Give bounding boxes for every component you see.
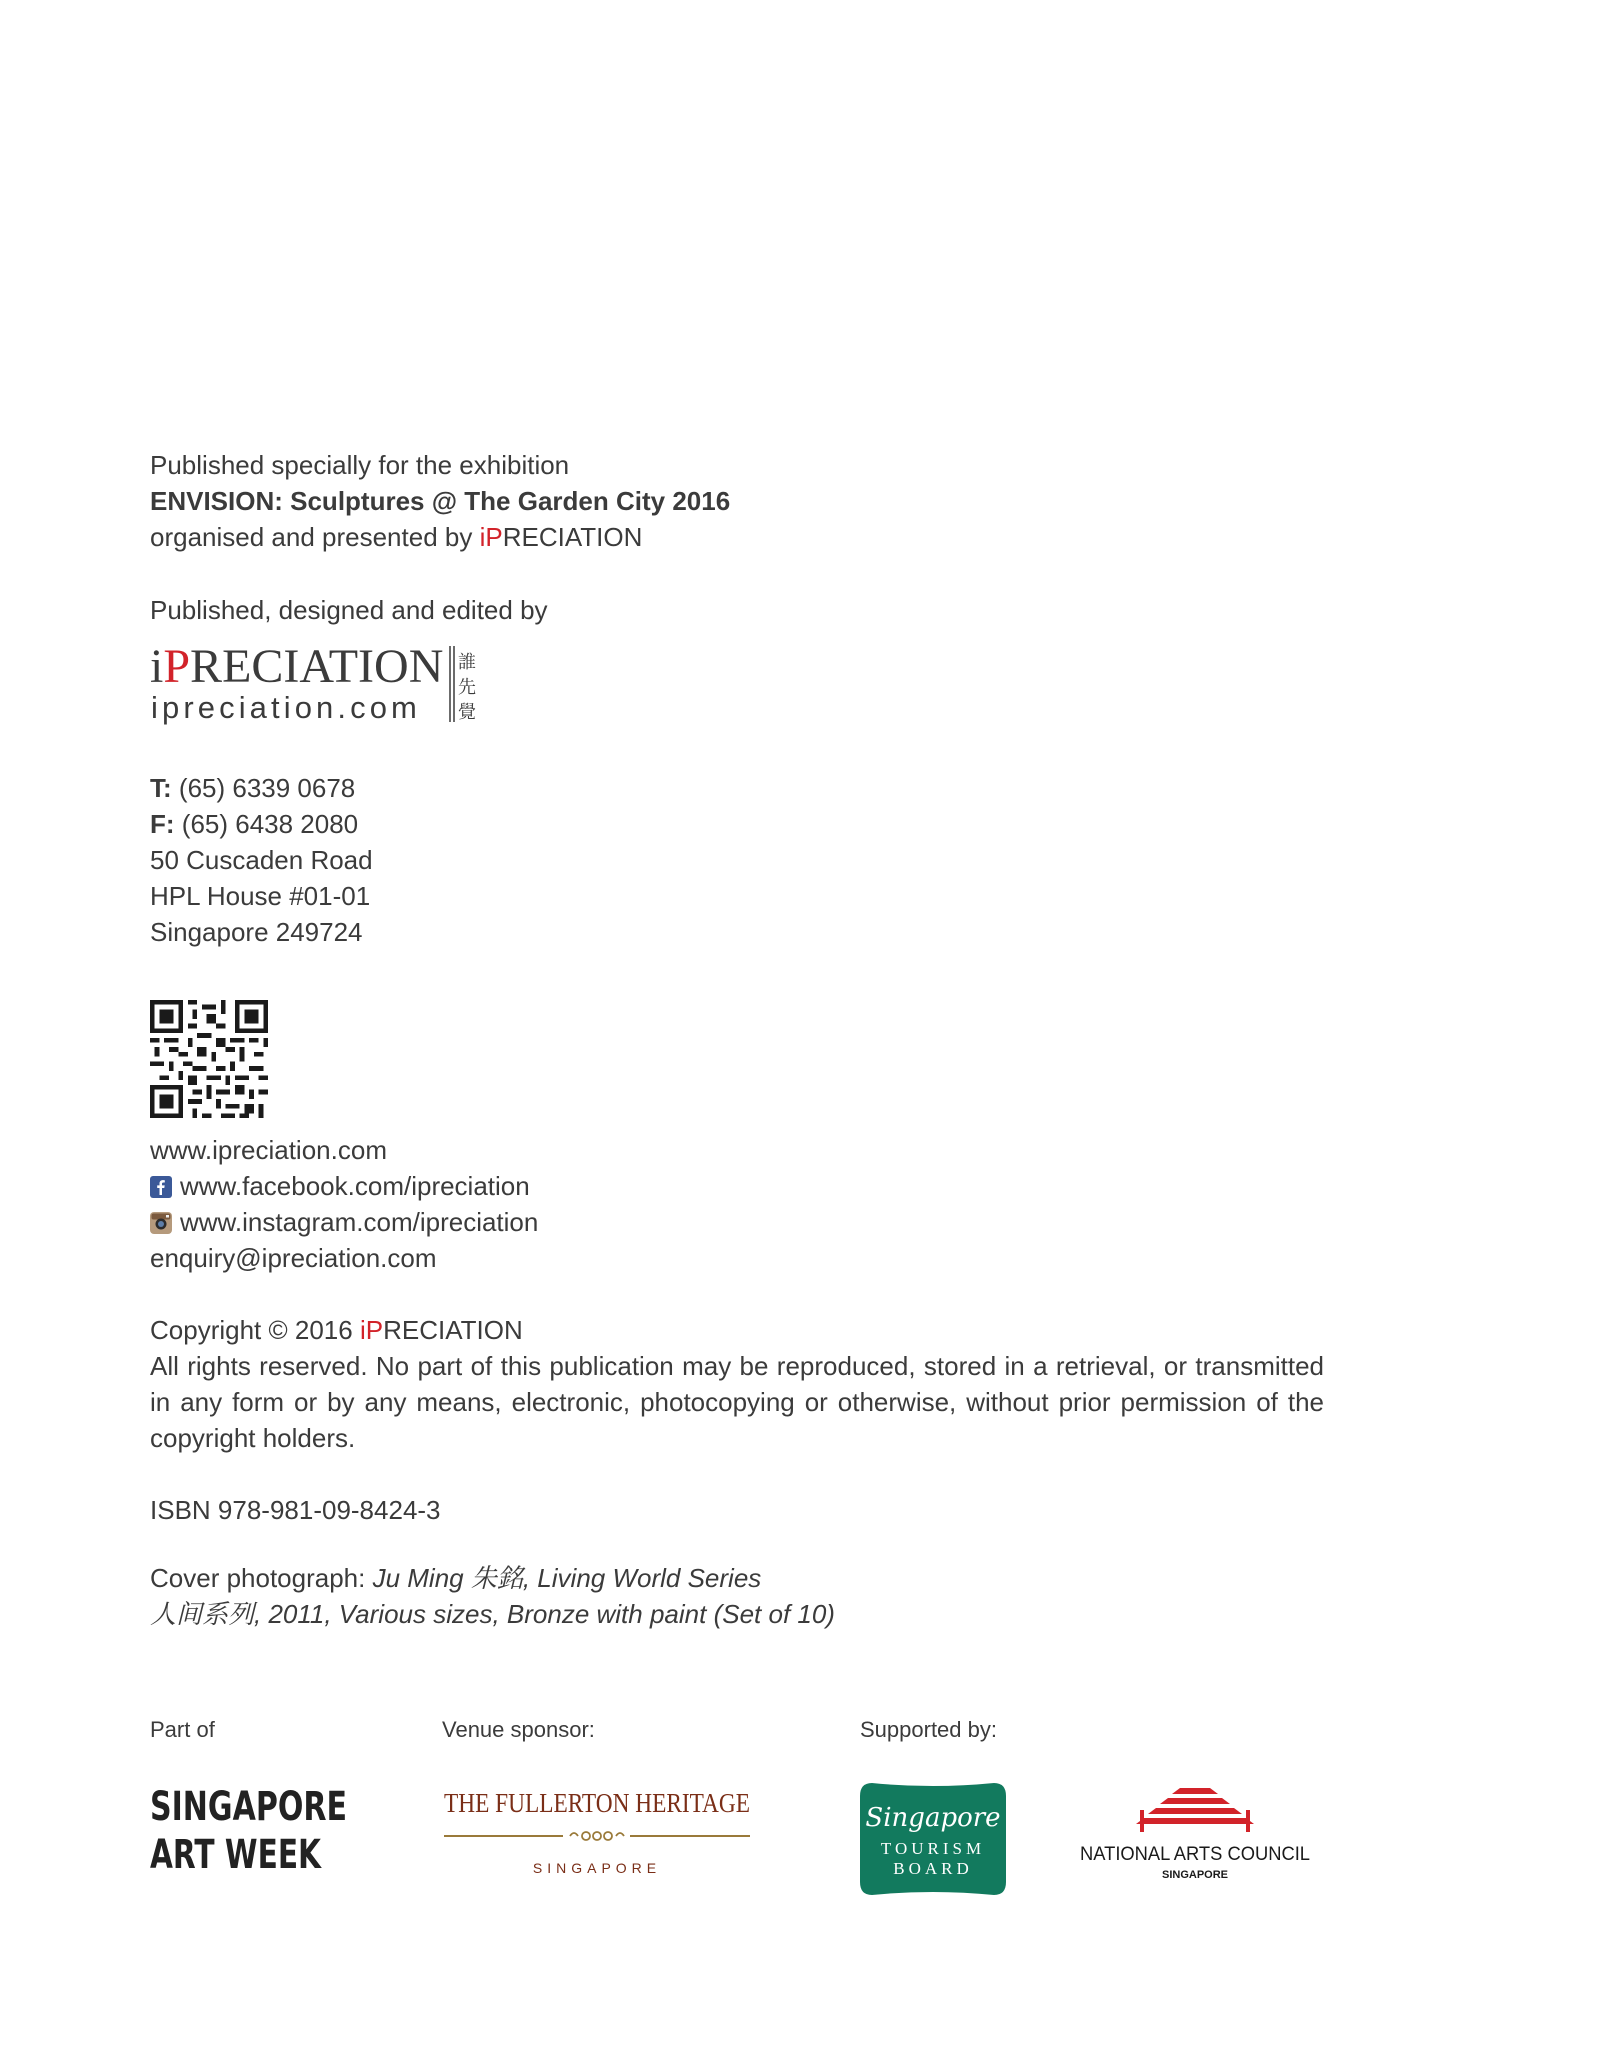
links-block: [150, 1132, 538, 1276]
phone-label: T:: [150, 773, 172, 803]
cover-label: Cover photograph:: [150, 1563, 373, 1593]
fax-number: (65) 6438 2080: [181, 809, 359, 839]
website-link[interactable]: www.ipreciation.com: [150, 1135, 387, 1165]
facebook-link[interactable]: www.facebook.com/ipreciation: [180, 1171, 530, 1201]
instagram-icon: [150, 1212, 172, 1234]
phone-number: (65) 6339 0678: [178, 773, 356, 803]
copyright-line: [150, 1312, 523, 1348]
logo-p: P: [163, 640, 191, 693]
fullerton-sub: SINGAPORE: [532, 1860, 662, 1876]
stb-logo: [858, 1780, 1008, 1898]
copyright-brand-p: P: [365, 1315, 384, 1345]
singapore-art-week-logo: [150, 1780, 360, 1880]
instagram-link[interactable]: www.instagram.com/ipreciation: [180, 1207, 539, 1237]
organiser-brand-p: P: [485, 522, 503, 552]
copyright-brand-rest: RECIATION: [383, 1315, 523, 1345]
organiser-brand-i: i: [479, 522, 486, 552]
address-line: HPL House #01-01: [150, 881, 371, 911]
logo-chinese-2: 先: [458, 677, 476, 698]
stb-board: BOARD: [893, 1859, 973, 1878]
phone-line: [150, 770, 373, 806]
intro-block: [150, 447, 730, 555]
facebook-row[interactable]: [150, 1168, 538, 1204]
stb-script: Singapore: [865, 1803, 1001, 1833]
rights-paragraph: All rights reserved. No part of this publication may be reproduced, stored in a retrieval, or transmitted in any form or by any means, electronic, photocopying or otherwise, without prior permission of the copyright holders.: [150, 1351, 1324, 1453]
logo-rest: RECIATION: [190, 640, 444, 693]
qr-code[interactable]: [150, 1000, 268, 1118]
fax-line: [150, 806, 373, 842]
logo-url: ipreciation.com: [151, 690, 421, 725]
cover-line-1: [150, 1560, 835, 1596]
copyright-brand-i: i: [359, 1315, 366, 1345]
venue-sponsor-label: Venue sponsor:: [442, 1717, 595, 1742]
exhibition-title: ENVISION: Sculptures @ The Garden City 2016: [150, 486, 731, 516]
logo-chinese-3: 覺: [458, 702, 476, 723]
organiser-prefix: organised and presented by: [150, 522, 480, 552]
instagram-row[interactable]: [150, 1204, 538, 1240]
nac-sub: SINGAPORE: [1161, 1869, 1229, 1881]
cover-credit: [150, 1560, 835, 1632]
svg-text:iPRECIATION: [150, 640, 443, 693]
supported-by-label: Supported by:: [860, 1717, 997, 1742]
address-line: Singapore 249724: [150, 917, 363, 947]
isbn: ISBN 978-981-09-8424-3: [150, 1495, 441, 1525]
published-by-label: Published, designed and edited by: [150, 595, 548, 625]
fullerton-heritage-logo: [440, 1780, 760, 1880]
facebook-icon: [150, 1176, 172, 1198]
nac-title: NATIONAL ARTS COUNCIL: [1080, 1844, 1310, 1865]
organiser-line: [150, 519, 730, 555]
nac-emblem-icon: [1136, 1788, 1254, 1832]
logo-chinese-1: 誰: [458, 652, 476, 673]
part-of-label: Part of: [150, 1717, 215, 1742]
ipreciation-logo: [150, 638, 490, 725]
logo-i: i: [150, 640, 164, 693]
fax-label: F:: [150, 809, 175, 839]
cover-artwork: Ju Ming 朱銘, Living World Series: [372, 1563, 762, 1593]
contact-block: [150, 770, 373, 950]
cover-line-2: 人间系列, 2011, Various sizes, Bronze with paint (Set of 10): [150, 1599, 835, 1629]
national-arts-council-logo: [1070, 1780, 1320, 1890]
address-line: 50 Cuscaden Road: [150, 845, 373, 875]
email-link[interactable]: enquiry@ipreciation.com: [150, 1243, 437, 1273]
ornament-icon: [570, 1832, 624, 1840]
stb-tourism: TOURISM: [880, 1839, 986, 1858]
organiser-brand-rest: RECIATION: [502, 522, 643, 552]
intro-line: Published specially for the exhibition: [150, 450, 570, 480]
copyright-prefix: Copyright © 2016: [150, 1315, 360, 1345]
art-week-line-1: SINGAPORE: [150, 1784, 347, 1830]
art-week-line-2: ART WEEK: [150, 1832, 323, 1878]
fullerton-title: THE FULLERTON HERITAGE: [444, 1788, 750, 1818]
